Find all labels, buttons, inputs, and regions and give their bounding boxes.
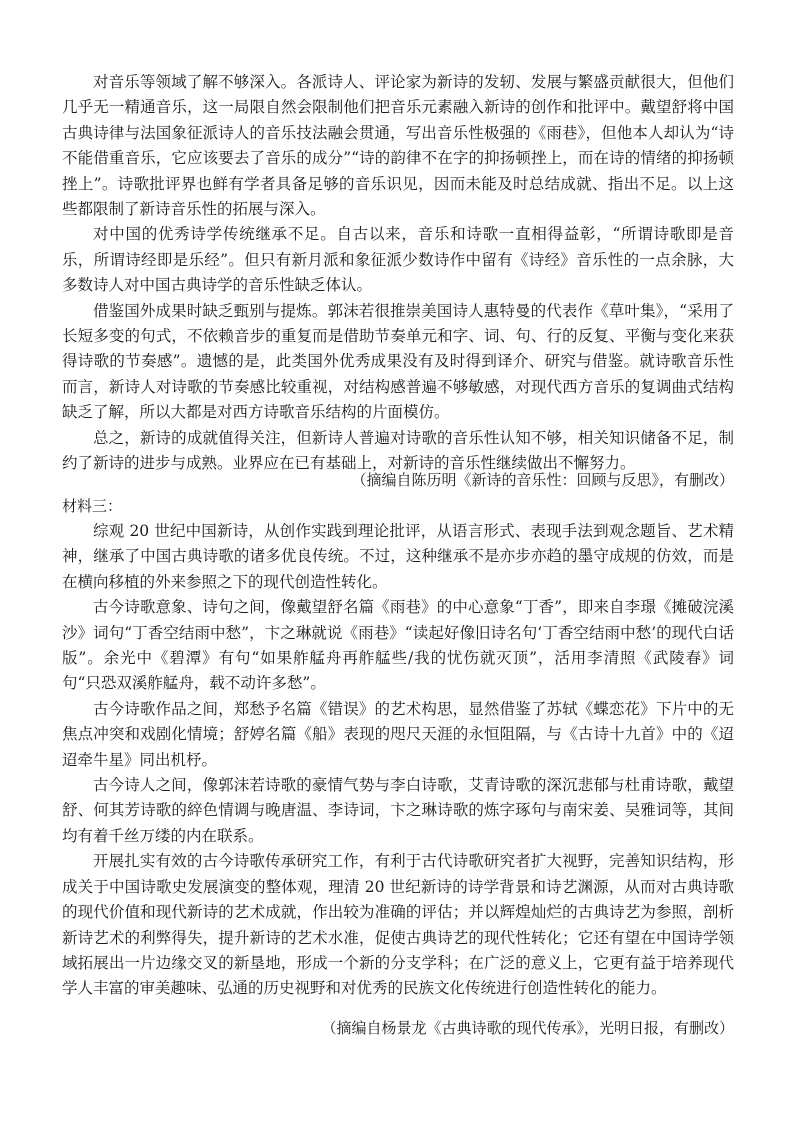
paragraph: 综观 20 世纪中国新诗，从创作实践到理论批评，从语言形式、表现手法到观念题旨、艺术精神，继承了中国古典诗歌的诸多优良传统。不过，这种继承不是亦步亦趋的墨守成规的仿效，而是在横向移植的外来参照之下的现代创造性转化。 bbox=[62, 522, 734, 591]
material-two-source bbox=[62, 468, 734, 493]
source-citation: （摘编自陈历明《新诗的音乐性：回顾与反思》，有删改） bbox=[351, 472, 734, 489]
paragraph: 开展扎实有效的古今诗歌传承研究工作，有利于古代诗歌研究者扩大视野，完善知识结构，形成关于中国诗歌史发展演变的整体观，理清 20 世纪新诗的诗学背景和诗艺渊源，从而对古典诗歌的现代价值和现代新诗的艺术成就，作出较为准确的评估；并以辉煌灿烂的古典诗艺为参照，剖析新诗艺术的利弊得失，提升新诗的艺术水准，促使古典诗艺的现代性转化；它还有望在中国诗学领域拓展出一片边缘交叉的新垦地，形成一个新的分支学科；在广泛的意义上，它更有益于培养现代学人丰富的审美趣味、弘通的历史视野和对优秀的民族文化传统进行创造性转化的能力。 bbox=[62, 852, 734, 998]
paragraph: 古今诗人之间，像郭沫若诗歌的豪情气势与李白诗歌，艾青诗歌的深沉悲郁与杜甫诗歌，戴望舒、何其芳诗歌的綷色情调与晚唐温、李诗词，卞之琳诗歌的炼字琢句与南宋姜、吴雅词等，其间均有着千丝万缕的内在联系。 bbox=[62, 776, 734, 845]
paragraph: 对中国的优秀诗学传统继承不足。自古以来，音乐和诗歌一直相得益彰，“所谓诗歌即是音乐，所谓诗经即是乐经”。但只有新月派和象征派少数诗作中留有《诗经》音乐性的一点余脉，大多数诗人对中国古典诗学的音乐性缺乏体认。 bbox=[62, 225, 734, 295]
paragraph: 对音乐等领域了解不够深入。各派诗人、评论家为新诗的发轫、发展与繁盛贡献很大，但他们几乎无一精通音乐，这一局限自然会限制他们把音乐元素融入新诗的创作和批评中。戴望舒将中国古典诗律与法国象征派诗人的音乐技法融会贯通，写出音乐性极强的《雨巷》，但他本人却认为“诗不能借重音乐，它应该要去了音乐的成分”“诗的韵律不在字的抑扬顿挫上，而在诗的情绪的抑扬顿挫上”。诗歌批评界也鲜有学者具备足够的音乐识见，因而未能及时总结成就、指出不足。以上这些都限制了新诗音乐性的拓展与深入。 bbox=[62, 73, 734, 219]
material-two-section bbox=[62, 70, 734, 477]
paragraph: 古今诗歌意象、诗句之间，像戴望舒名篇《雨巷》的中心意象“丁香”，即来自李璟《摊破浣溪沙》词句“丁香空结雨中愁”，卞之琳就说《雨巷》“读起好像旧诗名句‘丁香空结雨中愁’的现代白话版”。余光中《碧潭》有句“如果舴艋舟再舴艋些/我的忧伤就灭顶”，活用李清照《武陵春》词句“只恐双溪舴艋舟，载不动许多愁”。 bbox=[62, 598, 734, 693]
material-three-section bbox=[62, 519, 734, 1002]
section-heading: 材料三： bbox=[62, 498, 123, 515]
material-three-heading bbox=[62, 494, 734, 519]
paragraph: 借鉴国外成果时缺乏甄别与提炼。郭沫若很推崇美国诗人惠特曼的代表作《草叶集》，“采用了长短多变的句式，不依赖音步的重复而是借助节奏单元和字、词、句、行的反复、平衡与变化来获得诗歌的节奏感”。遗憾的是，此类国外优秀成果没有及时得到译介、研究与借鉴。就诗歌音乐性而言，新诗人对诗歌的节奏感比较重视，对结构感普遍不够敏感，对现代西方音乐的复调曲式结构缺乏了解，所以大都是对西方诗歌音乐结构的片面模仿。 bbox=[62, 301, 734, 422]
paragraph: 总之，新诗的成就值得关注，但新诗人普遍对诗歌的音乐性认知不够，相关知识储备不足，制约了新诗的进步与成熟。业界应在已有基础上，对新诗的音乐性继续做出不懈努力。 bbox=[62, 428, 734, 473]
source-citation: （摘编自杨景龙《古典诗歌的现代传承》，光明日报，有删改） bbox=[321, 1020, 734, 1037]
paragraph: 古今诗歌作品之间，郑愁予名篇《错误》的艺术构思，显然借鉴了苏轼《蝶恋花》下片中的无焦点冲突和戏剧化情境；舒婷名篇《船》表现的咫尺天涯的永恒阻隔，与《古诗十九首》中的《迢迢牵牛星》同出机杼。 bbox=[62, 699, 734, 769]
material-three-source bbox=[62, 1016, 734, 1041]
